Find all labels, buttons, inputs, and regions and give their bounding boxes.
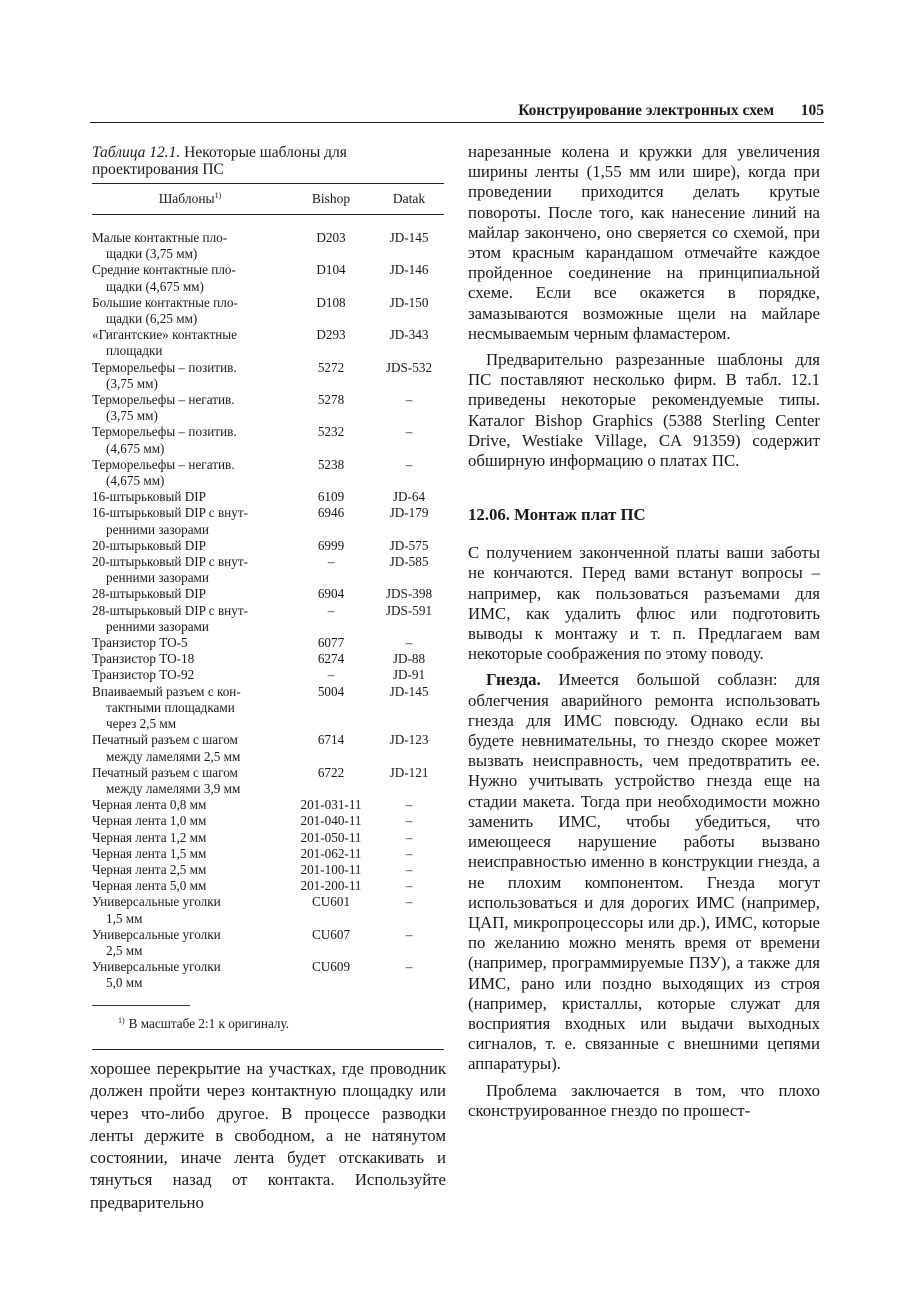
cell-template-name: Транзистор ТО-18 xyxy=(92,651,195,667)
cell-datak: JD-179 xyxy=(389,505,429,521)
cell-bishop: CU609 xyxy=(311,959,351,975)
table-row xyxy=(92,505,444,537)
paragraph: Предварительно разрезанные шаблоны для ПС поставляют несколько фирм. В табл. 12.1 приведены некоторые рекомендуемые типы. Каталог Bishop Graphics (5388 Sterling Center Drive, Westiake Village, CA 91359) содержит обширную информацию о платах ПС. xyxy=(468,350,820,471)
cell-bishop: 6077 xyxy=(317,635,345,651)
cell-datak: JD-88 xyxy=(392,651,426,667)
cell-template-name: Терморельефы – позитив. (4,675 мм) xyxy=(92,424,237,456)
cell-template-name: Транзистор ТО-92 xyxy=(92,667,195,683)
table-caption-label: Таблица 12.1. xyxy=(92,144,181,161)
cell-datak: – xyxy=(405,894,413,910)
cell-bishop: D108 xyxy=(316,294,346,310)
cell-datak: JDS-591 xyxy=(385,602,433,618)
cell-template-name: 16-штырьковый DIP xyxy=(92,489,206,505)
table-header-row xyxy=(92,184,444,214)
cell-datak: JD-145 xyxy=(389,683,429,699)
cell-template-name: Универсальные уголки 1,5 мм xyxy=(92,894,221,926)
cell-bishop: 201-200-11 xyxy=(300,878,362,894)
cell-bishop: 201-050-11 xyxy=(300,829,362,845)
table-row xyxy=(92,732,444,764)
table-row xyxy=(92,830,444,846)
cell-template-name: Терморельефы – негатив. (3,75 мм) xyxy=(92,392,235,424)
running-head-title: Конструирование электронных схем xyxy=(518,102,774,119)
table-row xyxy=(92,959,444,991)
table-row xyxy=(92,667,444,683)
table-caption-text: Некоторые шаблоны для проектирования ПС xyxy=(92,144,347,178)
cell-datak: – xyxy=(405,959,413,975)
paragraph: нарезанные колена и кружки для увеличения ширины ленты (1,55 мм или шире), когда при проведении приходится делать крутые повороты. После того, как нанесение линий на майлар закончено, оно сверяется со схемой, при этом красным карандашом отмечайте каждое пройденное соединение на принципиальной схеме. Если все окажется в порядке, замазываются возможные щели на майларе несмываемым черным фламастером. xyxy=(468,142,820,343)
cell-bishop: – xyxy=(327,667,335,683)
column-header-templates: Шаблоны$^{1)}$ xyxy=(158,191,222,206)
footnote-rule xyxy=(92,1005,190,1006)
table-row xyxy=(92,327,444,359)
cell-template-name: Средние контактные пло- щадки (4,675 мм) xyxy=(92,262,236,294)
cell-datak: JD-575 xyxy=(389,537,429,553)
table-caption xyxy=(92,144,444,178)
cell-template-name: 20-штырьковый DIP с внут- ренними зазорами xyxy=(92,554,248,586)
cell-template-name: Терморельефы – позитив. (3,75 мм) xyxy=(92,359,237,391)
cell-bishop: 5004 xyxy=(317,683,345,699)
cell-datak: JD-145 xyxy=(389,230,429,245)
cell-bishop: D293 xyxy=(316,327,346,343)
cell-template-name: Черная лента 0,8 мм xyxy=(92,797,207,813)
cell-bishop: 201-062-11 xyxy=(300,845,362,861)
cell-datak: JD-123 xyxy=(389,732,429,748)
table-row xyxy=(92,862,444,878)
cell-datak: JDS-532 xyxy=(385,359,433,375)
cell-template-name: Транзистор ТО-5 xyxy=(92,635,188,651)
cell-datak: JDS-398 xyxy=(385,586,433,602)
cell-template-name: Малые контактные пло- щадки (3,75 мм) xyxy=(92,230,228,262)
table-row xyxy=(92,489,444,505)
cell-template-name: Универсальные уголки 5,0 мм xyxy=(92,959,221,991)
footnote-mark: 1) xyxy=(214,191,222,200)
paragraph: хорошее перекрытие на участках, где проводник должен пройти через контактную площадку или через что-либо другое. В процессе разводки ленты держите в свободном, а не натянутом состоянии, иначе лента будет отскакивать и тянуться назад от контакта. Используйте предварительно xyxy=(90,1059,446,1212)
cell-bishop: – xyxy=(327,602,335,618)
cell-template-name: Универсальные уголки 2,5 мм xyxy=(92,926,221,958)
run-in-heading: Гнезда. xyxy=(486,670,541,690)
table-footnote: $^{1)}$ В масштабе 2:1 к оригиналу. xyxy=(118,1015,290,1031)
cell-bishop: 5278 xyxy=(317,392,345,408)
cell-template-name: 28-штырьковый DIP xyxy=(92,586,206,602)
cell-bishop: 201-031-11 xyxy=(300,797,362,813)
cell-bishop: 201-040-11 xyxy=(300,813,362,829)
cell-datak: – xyxy=(405,878,413,894)
column-header-bishop: Bishop xyxy=(311,191,351,206)
cell-bishop: 6109 xyxy=(317,489,345,505)
cell-template-name: «Гигантские» контактные площадки xyxy=(92,327,238,359)
paragraph: Проблема заключается в том, что плохо сконструированное гнездо по прошест- xyxy=(468,1080,820,1120)
cell-template-name: 16-штырьковый DIP с внут- ренними зазорами xyxy=(92,505,248,537)
cell-bishop: 6946 xyxy=(317,505,345,521)
table-row xyxy=(92,878,444,894)
cell-datak: – xyxy=(405,845,413,861)
table-row xyxy=(92,635,444,651)
table-row xyxy=(92,797,444,813)
cell-template-name: Черная лента 1,2 мм xyxy=(92,829,207,845)
cell-bishop: CU607 xyxy=(311,926,351,942)
cell-bishop: D203 xyxy=(316,230,346,245)
table-row xyxy=(92,651,444,667)
table-row xyxy=(92,603,444,635)
table-row xyxy=(92,927,444,959)
page-number: 105 xyxy=(800,102,824,119)
table-row xyxy=(92,894,444,926)
cell-bishop: 5272 xyxy=(317,359,345,375)
cell-datak: JD-150 xyxy=(389,294,429,310)
cell-datak: – xyxy=(405,456,413,472)
table-row xyxy=(92,554,444,586)
table-row xyxy=(92,360,444,392)
table-row xyxy=(92,392,444,424)
cell-datak: – xyxy=(405,797,413,813)
table-row xyxy=(92,684,444,733)
cell-datak: – xyxy=(405,424,413,440)
table-row xyxy=(92,295,444,327)
cell-template-name: Большие контактные пло- щадки (6,25 мм) xyxy=(92,294,238,327)
cell-bishop: 6999 xyxy=(317,537,345,553)
cell-datak: JD-91 xyxy=(392,667,426,683)
table-end-rule xyxy=(92,1049,444,1050)
section-heading: 12.06. Монтаж плат ПС xyxy=(468,505,646,525)
table-row xyxy=(92,230,444,262)
cell-template-name: Черная лента 1,0 мм xyxy=(92,813,207,829)
cell-datak: – xyxy=(405,813,413,829)
cell-datak: JD-146 xyxy=(389,262,429,278)
cell-bishop: 6274 xyxy=(317,651,345,667)
table-body xyxy=(92,215,444,992)
table-row xyxy=(92,424,444,456)
cell-datak: – xyxy=(405,861,413,877)
running-head xyxy=(90,100,824,123)
cell-bishop: 6714 xyxy=(317,732,345,748)
cell-template-name: Впаиваемый разъем с кон- тактными площадками через 2,5 мм xyxy=(92,683,241,732)
cell-bishop: 6904 xyxy=(317,586,345,602)
cell-datak: – xyxy=(405,829,413,845)
table-row xyxy=(92,586,444,602)
cell-template-name: Черная лента 5,0 мм xyxy=(92,878,207,894)
cell-bishop: – xyxy=(327,554,335,570)
cell-datak: – xyxy=(405,392,413,408)
table-12-1 xyxy=(92,144,444,1050)
right-column-text xyxy=(468,142,820,1121)
table-row xyxy=(92,457,444,489)
cell-datak: JD-343 xyxy=(389,327,429,343)
cell-template-name: Черная лента 2,5 мм xyxy=(92,861,207,877)
table-row xyxy=(92,262,444,294)
cell-datak: JD-121 xyxy=(389,764,429,780)
paragraph: С получением законченной платы ваши заботы не кончаются. Перед вами встанут вопросы – например, как пользоваться разъемами для ИМС, как удалить флюс или подготовить выводы к монтажу и т. п. Предлагаем вам некоторые соображения по этому поводу. xyxy=(468,543,820,664)
table-row xyxy=(92,538,444,554)
cell-bishop: CU601 xyxy=(311,894,351,910)
cell-bishop: 6722 xyxy=(317,764,345,780)
table-row xyxy=(92,846,444,862)
cell-bishop: 201-100-11 xyxy=(300,861,362,877)
cell-datak: JD-585 xyxy=(389,554,429,570)
cell-datak: – xyxy=(405,926,413,942)
left-column-text xyxy=(90,1058,446,1214)
cell-template-name: Терморельефы – негатив. (4,675 мм) xyxy=(92,456,235,489)
paragraph: Гнезда. Имеется большой соблазн: для облегчения аварийного ремонта использовать гнезда для ИМС повсюду. Однако если вы будете невнимательны, то гнездо скорее может вызвать неисправность, чем предотвратить ее. Нужно учитывать устройство гнезда еще на стадии макета. Тогда при необходимости можно заменить ИМС, чтобы убедиться, что имеющееся нарушение работы вызвано неисправностью именно в конструкции гнезда, а не плохим компонентом. Гнезда могут использоваться и для дорогих ИМС (например, ЦАП, микропроцессоры или др.), ИМС, которые по желанию можно менять время от времени (например, программируемые ПЗУ), а также для ИМС, рано или поздно выходящих из строя (например, кристаллы, которые служат для восприятия входных или выдачи выходных сигналов, т. е. связанные с внешними цепями аппаратуры). xyxy=(468,670,820,1074)
table-row xyxy=(92,813,444,829)
cell-template-name: 20-штырьковый DIP xyxy=(92,537,206,553)
cell-datak: – xyxy=(405,635,413,651)
table-row xyxy=(92,765,444,797)
cell-bishop: D104 xyxy=(316,262,346,278)
cell-template-name: Печатный разъем с шагом между ламелями 3,9 мм xyxy=(92,764,241,796)
cell-template-name: Печатный разъем с шагом между ламелями 2,5 мм xyxy=(92,732,241,764)
cell-datak: JD-64 xyxy=(392,489,426,505)
cell-bishop: 5232 xyxy=(317,424,345,440)
column-header-datak: Datak xyxy=(392,191,426,206)
cell-template-name: Черная лента 1,5 мм xyxy=(92,845,207,861)
cell-bishop: 5238 xyxy=(317,456,345,472)
cell-template-name: 28-штырьковый DIP с внут- ренними зазорами xyxy=(92,602,248,634)
